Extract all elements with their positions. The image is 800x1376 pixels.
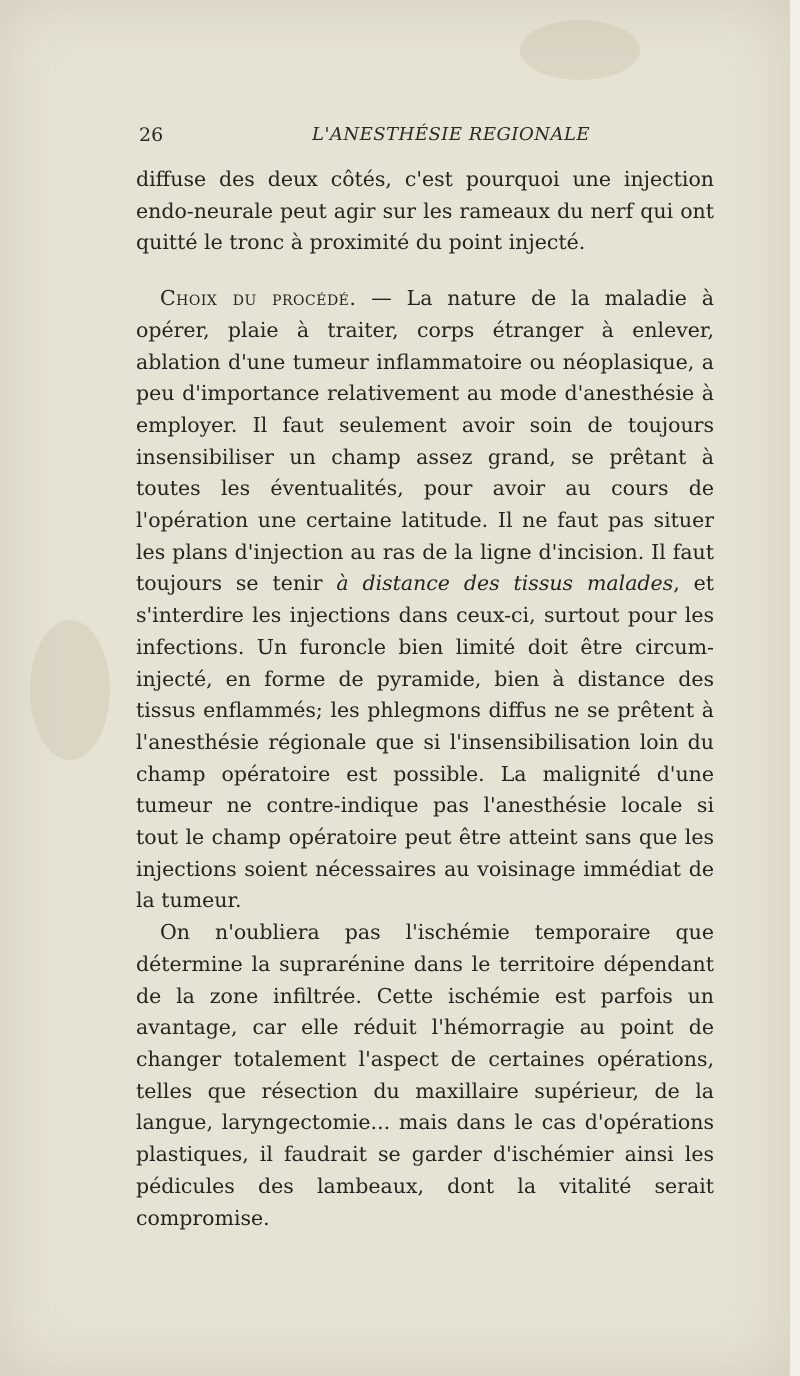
section-heading: Choix du procédé. (160, 286, 357, 311)
running-title: L'ANESTHÉSIE REGIONALE (312, 124, 591, 145)
paper-stain (520, 20, 640, 80)
paragraph-text: , et s'interdire les injections dans ceux-ci, surtout pour les infections. Un furoncle bien limité doit être circum-injecté, en forme de pyramide, bien à distance des tissus enflammés; les phlegmons diffus ne se prêtent à l'anesthésie régionale que si l'insensibilisation loin du champ opératoire est possible. La malignité d'une tumeur ne contre-indique pas l'anesthésie locale si tout le champ opératoire peut être atteint sans que les injections soient nécessaires au voisinage immédiat de la tumeur. (136, 571, 714, 913)
paragraph-text: La nature de la maladie à opérer, plaie à traiter, corps étranger à enlever, ablation d'une tumeur inflammatoire ou néoplasique, a peu d'importance relativement au mode d'anesthésie à employer. Il faut seulement avoir soin de toujours insensibiliser un champ assez grand, se prêtant à toutes les éventualités, pour avoir au cours de l'opération une certaine latitude. Il ne faut pas situer les plans d'injection au ras de la ligne d'incision. Il faut toujours se tenir (136, 286, 714, 596)
page-number: 26 (139, 124, 164, 146)
paragraph-choix-du-procede (136, 283, 714, 917)
paragraph-ischemie: On n'oubliera pas l'ischémie temporaire que détermine la suprarénine dans le territoire dépendant de la zone infiltrée. Cette ischémie est parfois un avantage, car elle réduit l'hémorragie au point de changer totalement l'aspect de certaines opérations, telles que résection du maxillaire supérieur, de la langue, laryngectomie... mais dans le cas d'opérations plastiques, il faudrait se garder d'ischémier ainsi les pédicules des lambeaux, dont la vitalité serait compromise. (136, 920, 714, 1230)
emphasis-text: à distance des tissus malades (336, 571, 674, 596)
paper-stain (30, 620, 110, 760)
body-text (136, 164, 714, 1234)
paragraph-continuation: diffuse des deux côtés, c'est pourquoi une injection endo-neurale peut agir sur les rameaux du nerf qui ont quitté le tronc à proximité du point injecté. (136, 167, 714, 255)
running-header (0, 124, 790, 154)
page-edge (790, 0, 800, 1376)
heading-dash: — (356, 286, 407, 311)
